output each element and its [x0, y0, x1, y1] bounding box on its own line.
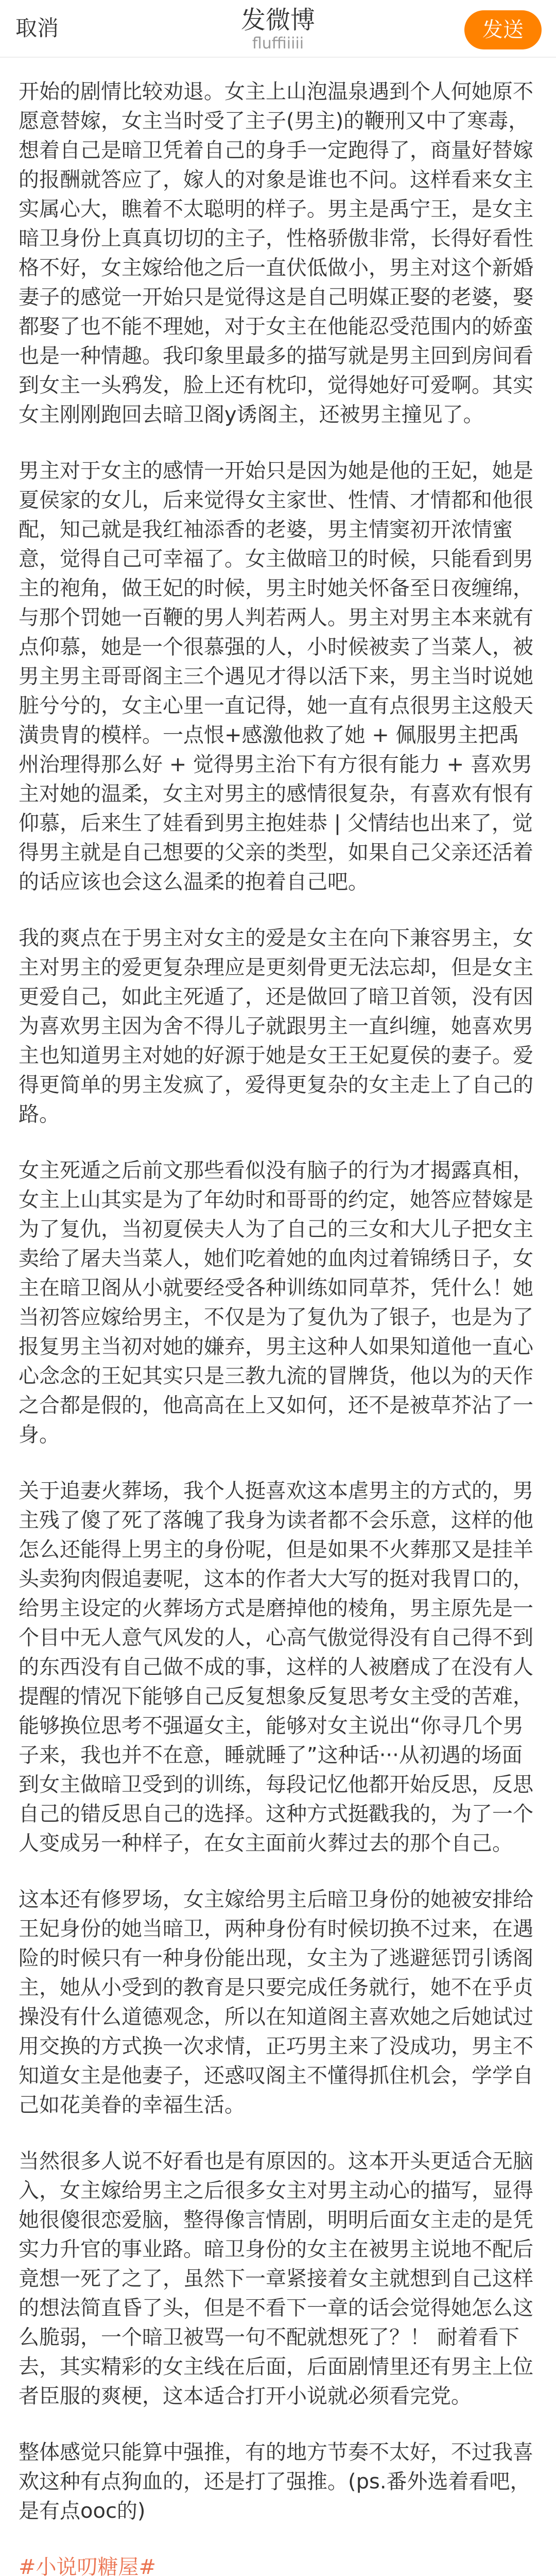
- post-paragraph: 男主对于女主的感情一开始只是因为她是他的王妃，她是夏侯家的女儿，后来觉得女主家世、性情、才情都和他很配，知己就是我红袖添香的老婆，男主情窦初开浓情蜜意，觉得自己可幸福了。女主做暗卫的时候，只能看到男主的袍角，做王妃的时候，男主时她关怀备至日夜缠绵，与那个罚她一百鞭的男人判若两人。男主对男主本来就有点仰慕，她是一个很慕强的人，小时候被卖了当菜人，被男主男主哥哥阁主三个遇见才得以活下来，男主当时说她脏兮兮的，女主心里一直记得，她一直有点很男主这般天潢贵胄的模样。一点恨+感激他救了她 + 佩服男主把禹州治理得那么好 + 觉得男主治下有方很有能力 + 喜欢男主对她的温柔，女主对男主的感情很复杂，有喜欢有恨有仰慕，后来生了娃看到男主抱娃恭 | 父情结也出来了，觉得男主就是自己想要的父亲的类型，如果自己父亲还活着的话应该也会这么温柔的抱着自己吧。: [19, 459, 533, 894]
- send-button[interactable]: 发送: [464, 10, 542, 49]
- post-paragraph: 开始的剧情比较劝退。女主上山泡温泉遇到个人何她原不愿意替嫁，女主当时受了主子(男主)的鞭刑又中了寒毒，想着自己是暗卫凭着自己的身手一定跑得了，商量好替嫁的报酬就答应了，嫁人的对象是谁也不问。这样看来女主实属心大，瞧着不太聪明的样子。男主是禹宁王，是女主暗卫身份上真真切切的主子，性格骄傲非常，长得好看性格不好，女主嫁给他之后一直伏低做小，男主对这个新婚妻子的感觉一开始只是觉得这是自己明媒正娶的老婆，娶都娶了也不能不理她，对于女主在他能忍受范围内的娇蛮也是一种情趣。我印象里最多的描写就是男主回到房间看到女主一头鸦发，脸上还有枕印，觉得她好可爱啊。其实女主刚刚跑回去暗卫阁y诱阁主，还被男主撞见了。: [19, 80, 533, 427]
- post-paragraph: 我的爽点在于男主对女主的爱是女主在向下兼容男主，女主对男主的爱更复杂理应是更刻骨更无法忘却，但是女主更爱自己，如此主死遁了，还是做回了暗卫首领，没有因为喜欢男主因为舍不得儿子就跟男主一直纠缠，她喜欢男主也知道男主对她的好源于她是女王王妃夏侯的妻子。爱得更简单的男主发疯了，爱得更复杂的女主走上了自己的路。: [19, 926, 533, 1126]
- post-paragraph: 整体感觉只能算中强推，有的地方节奏不太好，不过我喜欢这种有点狗血的，还是打了强推。(ps.番外选着看吧，是有点ooc的): [19, 2441, 533, 2523]
- post-paragraph: 这本还有修罗场，女主嫁给男主后暗卫身份的她被安排给王妃身份的她当暗卫，两种身份有时候切换不过来，在遇险的时候只有一种身份能出现，女主为了逃避惩罚引诱阁主，她从小受到的教育是只要完成任务就行，她不在乎贞操没有什么道德观念，所以在知道阁主喜欢她之后她试过用交换的方式换一次求情，正巧男主来了没成功，男主不知道女主是他妻子，还惑叹阁主不懂得抓住机会，学学自己如花美眷的幸福生活。: [19, 1888, 533, 2117]
- post-paragraph: 当然很多人说不好看也是有原因的。这本开头更适合无脑入，女主嫁给男主之后很多女主对男主动心的描写，显得她很傻很恋爱脑，整得像言情剧，明明后面女主走的是凭实力升官的事业路。暗卫身份的女主在被男主说地不配后竟想一死了之了，虽然下一章紧接着女主就想到自己这样的想法简直昏了头，但是不看下一章的话会觉得她怎么这么脆弱，一个暗卫被骂一句不配就想死了？！ 耐着看下去，其实精彩的女主线在后面，后面剧情里还有男主上位者臣服的爽梗，这本适合打开小说就必须看完党。: [19, 2149, 533, 2408]
- post-paragraph: 关于追妻火葬场，我个人挺喜欢这本虐男主的方式的，男主残了傻了死了落魄了我身为读者都不会乐意，这样的他怎么还能得上男主的身份呢，但是如果不火葬那又是挂羊头卖狗肉假追妻呢，这本的作者大大写的挺对我胃口的，给男主设定的火葬场方式是磨掉他的棱角，男主原先是一个目中无人意气风发的人，心高气傲觉得没有自己得不到的东西没有自己做不成的事，这样的人被磨成了在没有人提醒的情况下能够自己反复想象反复思考女主受的苦难，能够换位思考不强逼女主，能够对女主说出“你寻几个男子来，我也并不在意，睡就睡了”这种话···从初遇的场面到女主做暗卫受到的训练，每段记忆他都开始反思，反思自己的错反思自己的选择。这种方式挺戳我的，为了一个人变成另一种样子，在女主面前火葬过去的那个自己。: [19, 1479, 533, 1855]
- post-text-editor[interactable]: [19, 77, 536, 2576]
- hashtag-link[interactable]: #小说叨糖屋#: [19, 2555, 157, 2576]
- cancel-button[interactable]: 取消: [15, 15, 59, 41]
- username-label: fluffiiiii: [252, 35, 304, 53]
- page-title: 发微博: [240, 6, 315, 35]
- top-bar: [0, 0, 556, 58]
- post-paragraph: 女主死遁之后前文那些看似没有脑子的行为才揭露真相，女主上山其实是为了年幼时和哥哥的约定，她答应替嫁是为了复仇，当初夏侯夫人为了自己的三女和大儿子把女主卖给了屠夫当菜人，她们吃着她的血肉过着锦绣日子，女主在暗卫阁从小就要经受各种训练如同草芥，凭什么！她当初答应嫁给男主，不仅是为了复仇为了银子，也是为了报复男主当初对她的嫌弃，男主这种人如果知道他一直心心念念的王妃其实只是三教九流的冒牌货，他以为的天作之合都是假的，他高高在上又如何，还不是被草芥沾了一身。: [19, 1159, 533, 1447]
